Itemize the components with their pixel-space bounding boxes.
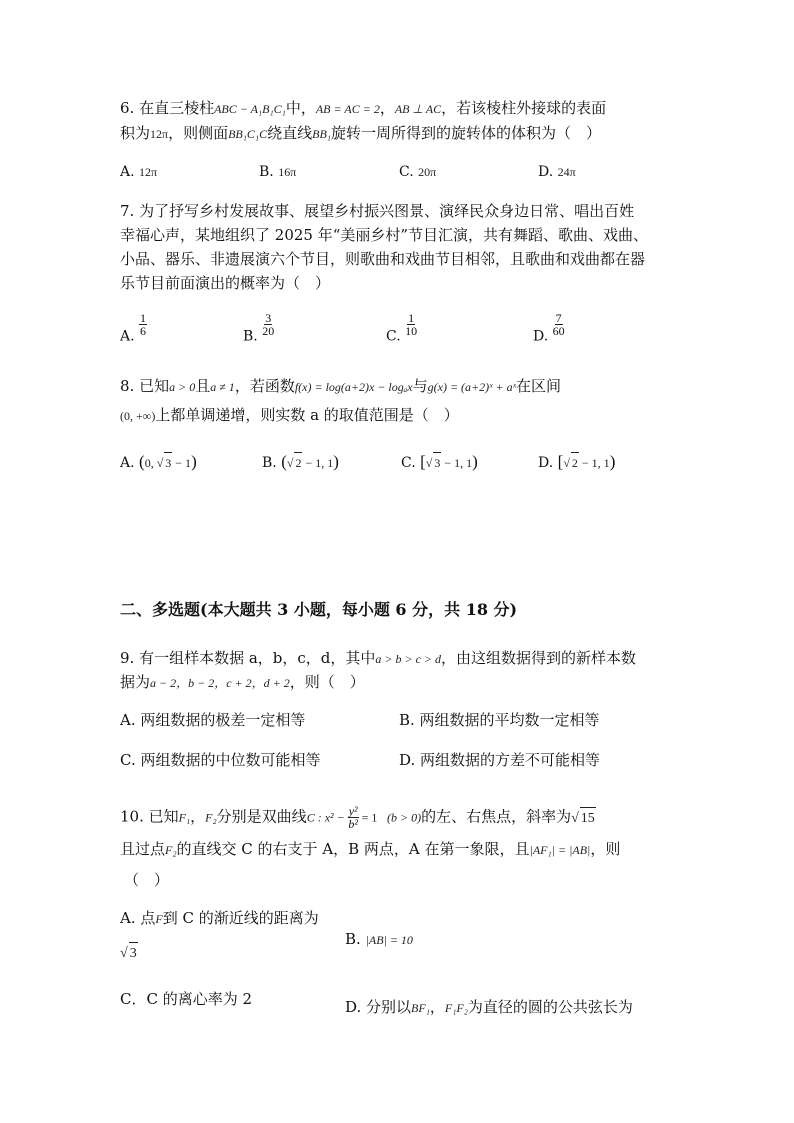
q7-option-d: D. $\frac{7}{60}$	[533, 311, 565, 345]
q6-option-a: A. 12π	[120, 164, 158, 180]
q8-line-2: (0, +∞)上都单调递增，则实数 a 的取值范围是（ ）	[120, 406, 459, 424]
q6-text: ，若该棱柱外接球的表面	[441, 99, 607, 117]
q7-line-2: 幸福心声，某地组织了 2025 年“美丽乡村”节目汇演，共有舞蹈、歌曲、戏曲、	[120, 226, 649, 244]
q7-option-b: B. $\frac{3}{20}$	[243, 311, 275, 345]
q10-line-3: （ ）	[124, 871, 170, 889]
q10-option-d: D. 分别以BF₁，F₁F₂为直径的圆的公共弦长为	[345, 998, 633, 1016]
q7-line-1: 7. 为了抒写乡村发展故事、展望乡村振兴图景、演绎民众身边日常、唱出百姓	[120, 202, 635, 220]
q9-line-2: 据为a − 2，b − 2，c + 2，d + 2，则（ ）	[120, 673, 365, 691]
q8-option-a: A. (0, √ 3 − 1)	[120, 452, 197, 471]
q6-line-1	[120, 97, 606, 120]
q7-line-4: 乐节目前面演出的概率为（ ）	[120, 274, 331, 292]
q8-option-b: B. (√ 2 − 1, 1)	[262, 452, 339, 471]
q9-option-a: A. 两组数据的极差一定相等	[120, 711, 306, 729]
q10-pf2-math: F₂	[165, 843, 177, 857]
q9-option-c: C. 两组数据的中位数可能相等	[120, 751, 321, 769]
q10-option-a: A. 点F到 C 的渐近线的距离为	[120, 909, 319, 927]
q8-interval-math: (0, +∞)	[120, 409, 156, 423]
q6-prism-math: ABC − A₁B₁C₁	[214, 102, 286, 116]
q10-hyperbola-math: C : x² −	[306, 810, 345, 825]
q9-order-math: a > b > c > d	[375, 652, 442, 666]
q8-option-d: D. [√ 2 − 1, 1)	[538, 452, 616, 471]
q10-line-2: 且过点F₂的直线交 C 的右支于 A，B 两点，A 在第一象限，且|AF₁| = |AB|，则	[120, 840, 621, 858]
q8-apos-math: a > 0	[169, 380, 196, 394]
q6-option-c: C. 20π	[399, 164, 437, 180]
q6-eq-math: AB = AC = 2	[315, 102, 380, 116]
q6-area-math: 12π	[150, 127, 169, 141]
q8-function-f: f(x) = log(a+2)x − logₐx	[294, 380, 413, 394]
q6-text: 绕直线	[267, 124, 313, 142]
q6-text: ，则侧面	[168, 124, 229, 142]
q6-text: 中，	[285, 99, 316, 117]
q6-option-b: B. 16π	[259, 164, 297, 180]
q6-axis-math: BB₁	[312, 127, 331, 141]
q6-text: 旋转一周所得到的旋转体的体积为（ ）	[330, 124, 601, 142]
q6-line-2	[120, 122, 601, 145]
q9-new-data-math: a − 2，b − 2，c + 2，d + 2	[150, 676, 290, 690]
q6-text: 6. 在直三棱柱	[120, 99, 215, 117]
q8-option-c: C. [√ 3 − 1, 1)	[401, 452, 478, 471]
q6-text: 积为	[120, 124, 151, 142]
q10-abs-math: |AF₁| = |AB|	[529, 843, 591, 857]
q9-option-b: B. 两组数据的平均数一定相等	[399, 711, 600, 729]
q7-option-a: A. $\frac{1}{6}$	[120, 311, 147, 345]
q6-face-math: BB₁C₁C	[228, 127, 268, 141]
q10-f2-math: F₂	[205, 810, 217, 825]
q10-option-b: B. |AB| = 10	[345, 930, 413, 948]
q7-line-3: 小品、器乐、非遗展演六个节目，则歌曲和戏曲节目相邻，且歌曲和戏曲都在器	[120, 250, 646, 268]
section-heading: 二、多选题(本大题共 3 小题，每小题 6 分，共 18 分)	[120, 600, 518, 619]
q6-text: ，	[379, 99, 395, 117]
q10-option-a-value: √ 3	[120, 941, 138, 965]
q8-ane-math: a ≠ 1	[210, 380, 235, 394]
q9-option-d: D. 两组数据的方差不可能相等	[399, 751, 601, 769]
q8-line-1: 8. 已知a > 0且a ≠ 1，若函数f(x) = log(a+2)x − logₐx与g(x) = (a+2)ˣ + aˣ在区间	[120, 377, 562, 395]
q10-slope-math: 15	[580, 807, 596, 830]
q10-line-1: 10. 已知F₁，F₂分别是双曲线C : x² − $\frac{\text{y²}}{\text{b²}}$ = 1 (b > 0)的左、右焦点，斜率为√ 15	[120, 804, 595, 831]
q6-perp-math: AB ⊥ AC	[394, 102, 442, 116]
q10-option-c: C．C 的离心率为 2	[120, 990, 253, 1008]
q10-f1-math: F₁	[178, 810, 191, 825]
q9-line-1: 9. 有一组样本数据 a，b，c，d，其中a > b > c > d，由这组数据得到的新样本数	[120, 649, 637, 667]
q6-option-d: D. 24π	[538, 164, 576, 180]
q8-function-g: g(x) = (a+2)ˣ + aˣ	[427, 380, 517, 394]
q10-condition-math: (b > 0)	[386, 810, 422, 825]
q7-option-c: C. $\frac{1}{10}$	[386, 311, 418, 345]
